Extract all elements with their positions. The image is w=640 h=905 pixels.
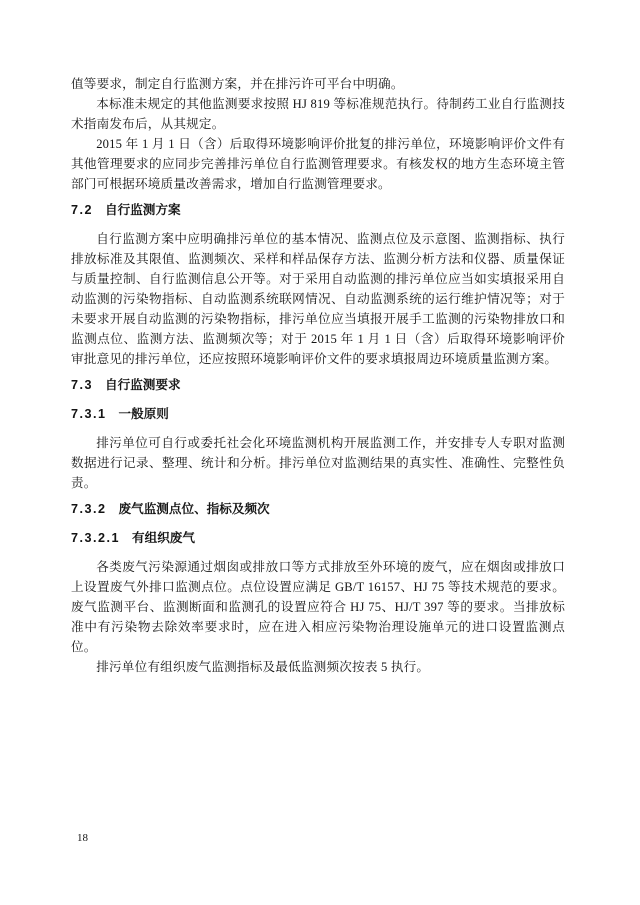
section-title: 有组织废气 — [132, 531, 195, 545]
paragraph: 排污单位可自行或委托社会化环境监测机构开展监测工作，并安排专人专职对监测数据进行记录、整理、统计和分析。排污单位对监测结果的真实性、准确性、完整性负责。 — [71, 436, 565, 490]
paragraph: 本标准未规定的其他监测要求按照 HJ 819 等标准规范执行。待制药工业自行监测技术指南发布后，从其规定。 — [71, 97, 565, 131]
section-heading-7-3 — [71, 375, 565, 395]
section-number: 7.3.2.1 — [71, 531, 121, 545]
section-heading-7-3-2 — [71, 499, 565, 519]
section-title: 自行监测要求 — [105, 378, 181, 392]
section-title: 废气监测点位、指标及频次 — [118, 502, 270, 516]
page-number: 18 — [77, 832, 88, 844]
section-number: 7.2 — [71, 203, 94, 217]
paragraph: 自行监测方案中应明确排污单位的基本情况、监测点位及示意图、监测指标、执行排放标准及其限值、监测频次、采样和样品保存方法、监测分析方法和仪器、质量保证与质量控制、自行监测信息公开等。对于采用自动监测的排污单位应当如实填报采用自动监测的污染物指标、自动监测系统联网情况、自动监测系统的运行维护情况等；对于未要求开展自动监测的污染物指标，排污单位应当填报开展手工监测的污染物排放口和监测点位、监测方法、监测频次等；对于 2015 年 1 月 1 日（含）后取得环境影响评价审批意见的排污单位，还应按照环境影响评价文件的要求填报周边环境质量监测方案。 — [71, 232, 565, 366]
section-title: 一般原则 — [118, 407, 169, 421]
section-number: 7.3.1 — [71, 407, 107, 421]
paragraph: 排污单位有组织废气监测指标及最低监测频次按表 5 执行。 — [96, 660, 430, 674]
paragraph: 各类废气污染源通过烟囱或排放口等方式排放至外环境的废气，应在烟囱或排放口上设置废气外排口监测点位。点位设置应满足 GB/T 16157、HJ 75 等技术规范的要求。废气监测平台、监测断面和监测孔的设置应符合 HJ 75、HJ/T 397 等的要求。当排放标准中有污染物去除效率要求时，应在进入相应污染物治理设施单元的进口设置监测点位。 — [71, 560, 565, 654]
section-heading-7-3-1 — [71, 404, 565, 424]
paragraph: 2015 年 1 月 1 日（含）后取得环境影响评价批复的排污单位，环境影响评价文件有其他管理要求的应同步完善排污单位自行监测管理要求。有核发权的地方生态环境主管部门可根据环境质量改善需求，增加自行监测管理要求。 — [71, 137, 565, 191]
section-heading-7-3-2-1 — [71, 528, 565, 548]
paragraph-continuation: 值等要求，制定自行监测方案，并在排污许可平台中明确。 — [71, 77, 404, 91]
section-title: 自行监测方案 — [105, 203, 181, 217]
section-number: 7.3 — [71, 378, 94, 392]
section-heading-7-2 — [71, 200, 565, 220]
section-number: 7.3.2 — [71, 502, 107, 516]
